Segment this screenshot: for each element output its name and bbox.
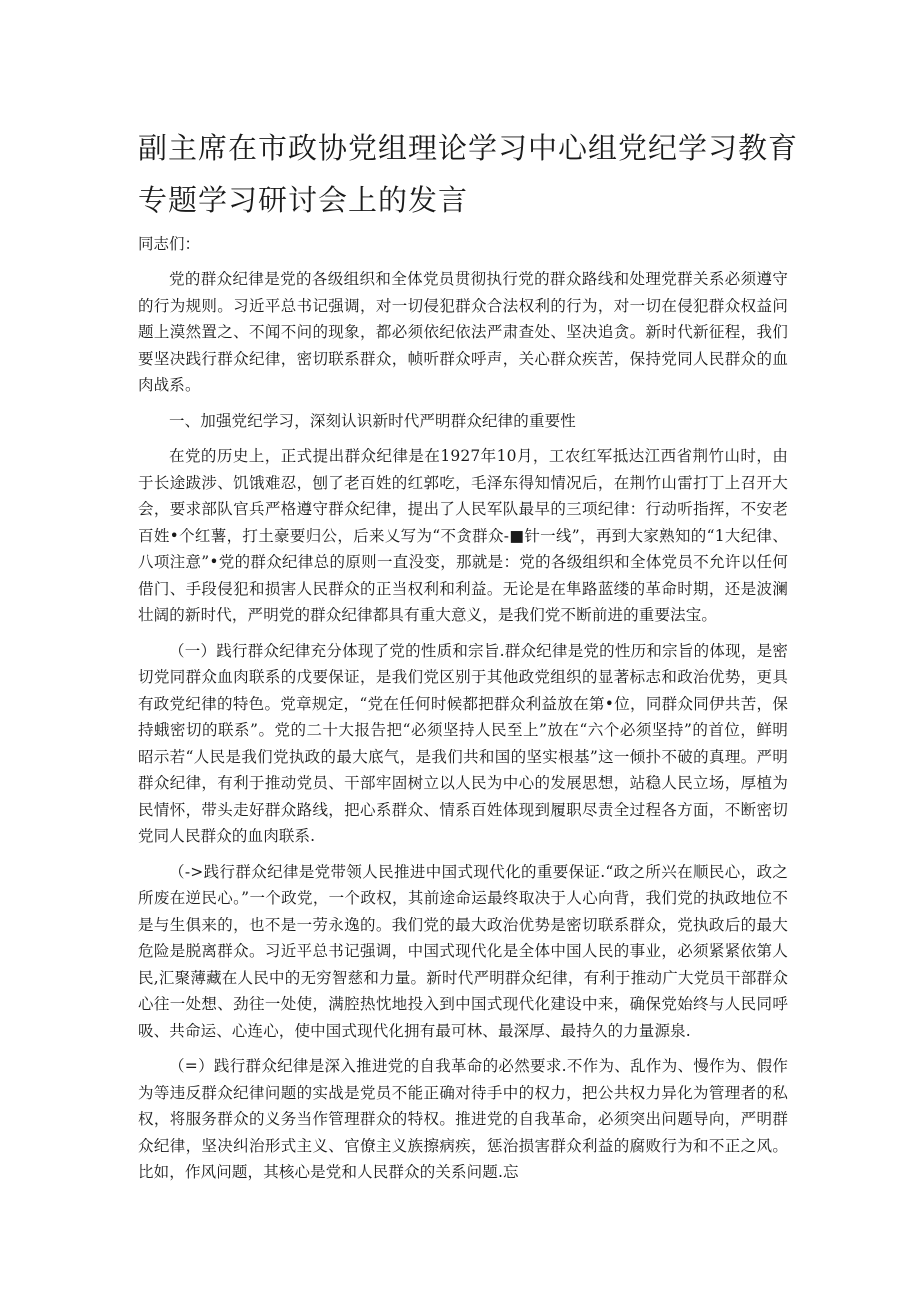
intro-paragraph: 党的群众纪律是党的各级组织和全体党员贯彻执行党的群众路线和处理党群关系必须遵守的行为规则。习近平总书记强调，对一切侵犯群众合法权利的行为，对一切在侵犯群众权益问题上漠然置之、不闻不问的现象，都必须依纪依法严肃查处、坚决追贪。新时代新征程，我们要坚决践行群众纪律，密切联系群众，帧听群众呼声，关心群众疾苦，保持党同人民群众的血肉战系。 (138, 270, 788, 394)
document-title-line-1: 副主席在市政协党组理论学习中心组党纪学习教育 (138, 131, 799, 165)
document-title-line-2: 专题学习研讨会上的发言 (138, 183, 469, 217)
salutation: 同志们： (138, 235, 201, 253)
section-heading-1: 一、加强党纪学习，深刻认识新时代严明群众纪律的重要性 (169, 411, 576, 430)
subsection-3-paragraph: （=）践行群众纪律是深入推进党的自我革命的必然要求.不作为、乱作为、慢作为、假作为等违反群众纪律问题的实战是党员不能正确对待手中的权力，把公共权力异化为管理者的私权，将服务群众的义务当作管理群众的特权。推进党的自我革命，必须突出问题导向，严明群众纪律，坚决纠治形式主义、官僚主义族擦病疾，惩治损害群众利益的腐败行为和不正之风。比如，作风问题，其核心是党和人民群众的关系问题.忘 (138, 1057, 788, 1181)
document-body (138, 266, 788, 1195)
history-paragraph: 在党的历史上，正式提出群众纪律是在1927年10月，工农红军抵达江西省荆竹山时，由于长途跋涉、饥饿难忍，刨了老百姓的红郭吃，毛泽东得知情况后，在荆竹山雷打丁上召开大会，要求部队官兵严格遵守群众纪律，提出了人民军队最早的三项纪律：行动听指挥，不安老百姓•个红薯，打土豪要归公，后来乂写为“不贪群众-■针一线”，再到大家熟知的“1大纪律、八项注意”•党的群众纪律总的原则一直没变，那就是：党的各级组织和全体党员不允许以任何借门、手段侵犯和损害人民群众的正当权利和利益。无论是在隼路蓝缕的革命时期，还是波澜壮阔的新时代，严明党的群众纪律都具有重大意义，是我们党不断前进的重要法宝。 (138, 447, 788, 624)
subsection-2-paragraph: （->践行群众纪律是党带领人民推进中国式现代化的重要保证.“政之所兴在顺民心，政之所废在逆民心。”一个政党，一个政权，其前途命运最终取决于人心向背，我们党的执政地位不是与生俱来的，也不是一劳永逸的。我们党的最大政治优势是密切联系群众，党执政后的最大危险是脱离群众。习近平总书记强调，中国式现代化是全体中国人民的事业，必须紧紧依第人民,汇聚薄藏在人民中的无穷智慈和力量。新时代严明群众纪律，有利于推动广大党员干部群众心往一处想、劲往一处使，满腔热忱地投入到中国式现代化建设中来，确保党始终与人民同呼吸、共命运、心连心，使中国式现代化拥有最可林、最深厚、最持久的力量源泉. (138, 862, 788, 1040)
subsection-1-paragraph: （一）践行群众纪律充分体现了党的性质和宗旨.群众纪律是党的性历和宗旨的体现，是密切党同群众血肉联系的戊要保证，是我们党区别于其他政党组织的显著标志和政治优势，更具有政党纪律的特色。党章规定，“党在任何时候都把群众利益放在第•位，同群众同伊共苦，保持蛾密切的联系”。党的二十大报告把“必须坚持人民至上”放在“六个必须坚持”的首位，鲜明昭示若“人民是我们党执政的最大底气，是我们共和国的坚实根基”这一倾扑不破的真理。严明群众纪律，有利于推动党员、干部牢固树立以人民为中心的发展思想，站稳人民立场，厚植为民情怀，带头走好群众路线，把心系群众、情系百姓体现到履职尽责全过程各方面，不断密切党同人民群众的血肉联系. (138, 641, 788, 845)
